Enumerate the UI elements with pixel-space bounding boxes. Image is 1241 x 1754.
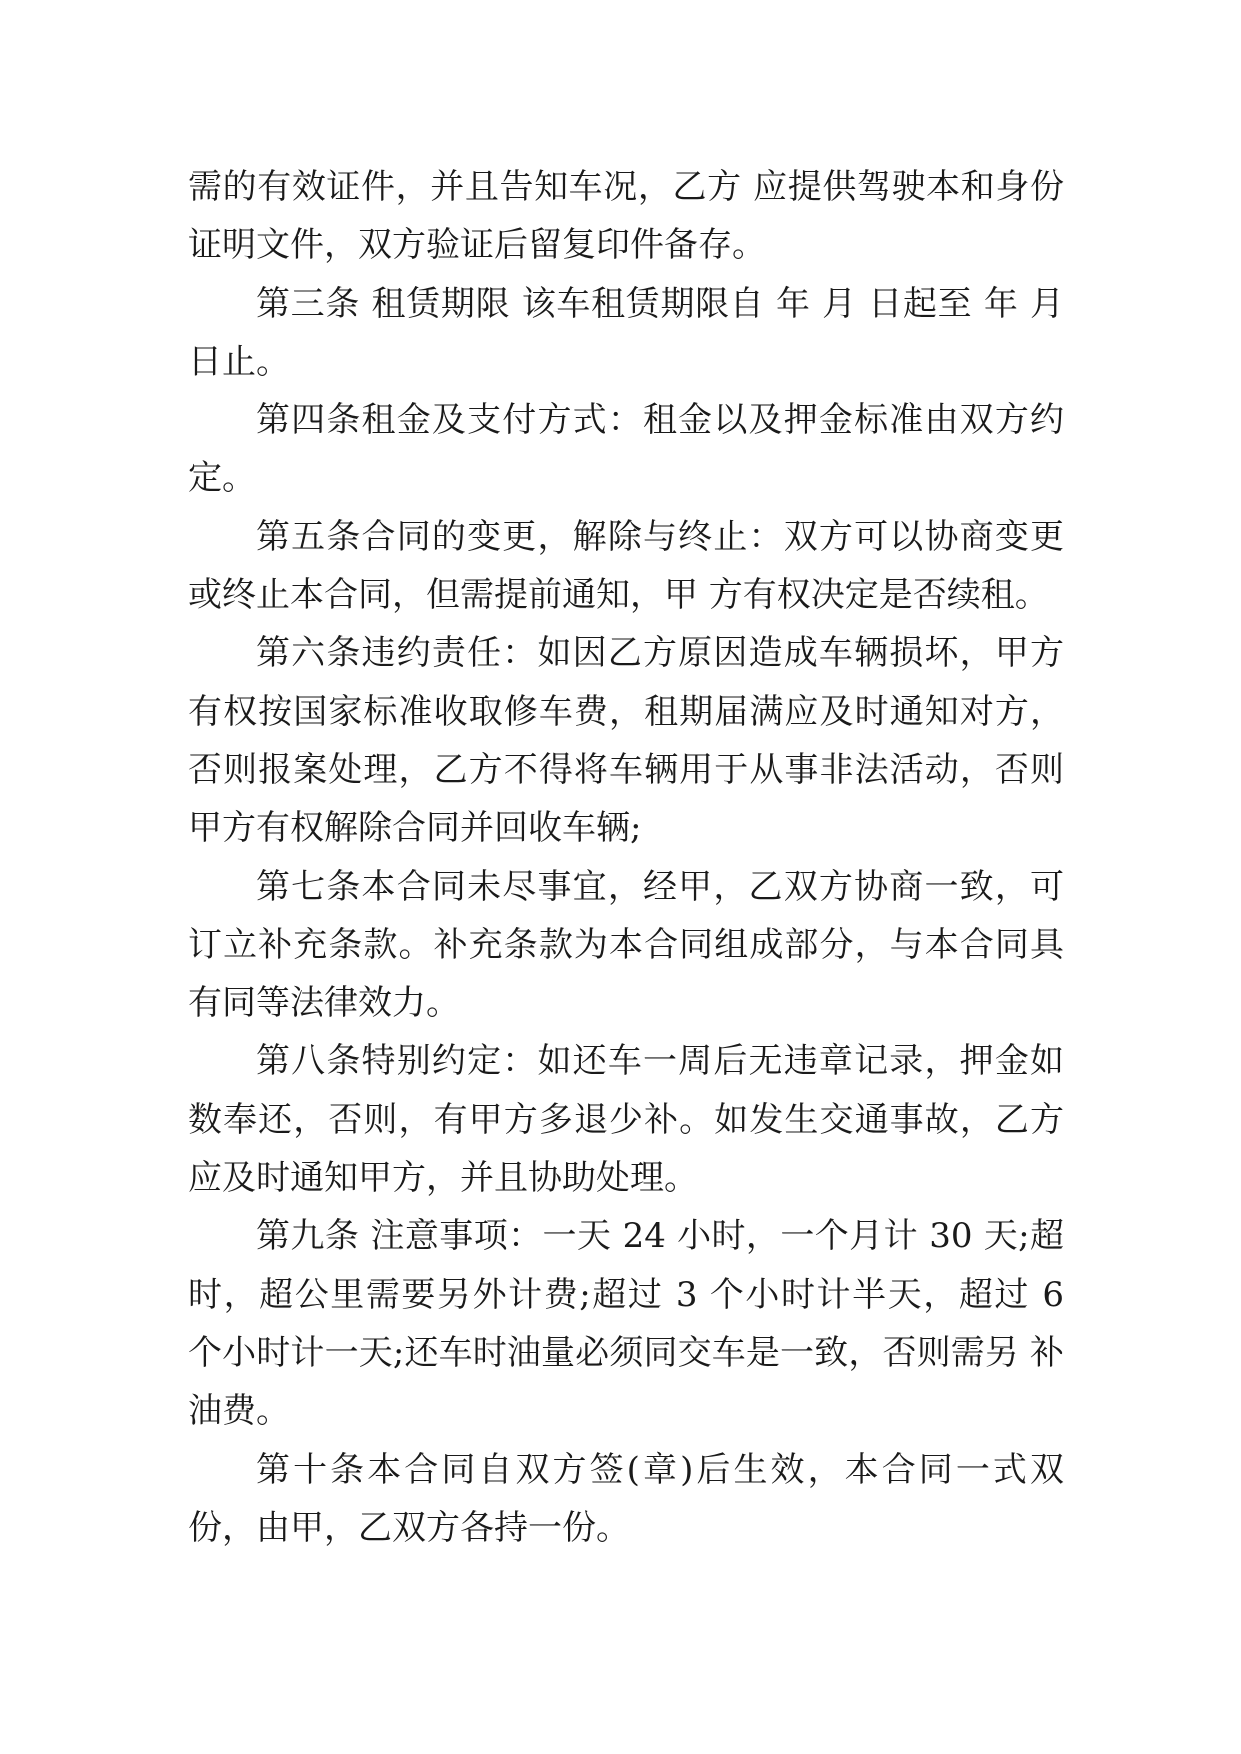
paragraph-article-7: 第七条本合同未尽事宜，经甲，乙双方协商一致，可订立补充条款。补充条款为本合同组成部分，与本合同具有同等法律效力。 <box>188 866 1064 1024</box>
contract-body <box>188 158 1064 1557</box>
paragraph-article-8: 第八条特别约定：如还车一周后无违章记录，押金如数奉还，否则，有甲方多退少补。如发生交通事故，乙方应及时通知甲方，并且协助处理。 <box>188 1041 1064 1199</box>
paragraph-article-6: 第六条违约责任：如因乙方原因造成车辆损坏，甲方有权按国家标准收取修车费，租期届满应及时通知对方，否则报案处理，乙方不得将车辆用于从事非法活动，否则甲方有权解除合同并回收车辆; <box>188 633 1064 849</box>
paragraph-article-10: 第十条本合同自双方签(章)后生效，本合同一式双份，由甲，乙双方各持一份。 <box>188 1449 1064 1548</box>
paragraph-article-9: 第九条 注意事项：一天 24 小时，一个月计 30 天;超时，超公里需要另外计费;超过 3 个小时计半天，超过 6 个小时计一天;还车时油量必须同交车是一致，否则需另 补油费。 <box>188 1216 1064 1432</box>
paragraph-article-3: 第三条 租赁期限 该车租赁期限自 年 月 日起至 年 月 日止。 <box>188 283 1064 382</box>
paragraph-continuation: 需的有效证件，并且告知车况，乙方 应提供驾驶本和身份证明文件，双方验证后留复印件备存。 <box>188 167 1064 266</box>
paragraph-article-5: 第五条合同的变更，解除与终止：双方可以协商变更或终止本合同，但需提前通知，甲 方有权决定是否续租。 <box>188 516 1064 616</box>
paragraph-article-4: 第四条租金及支付方式：租金以及押金标准由双方约定。 <box>188 400 1064 499</box>
